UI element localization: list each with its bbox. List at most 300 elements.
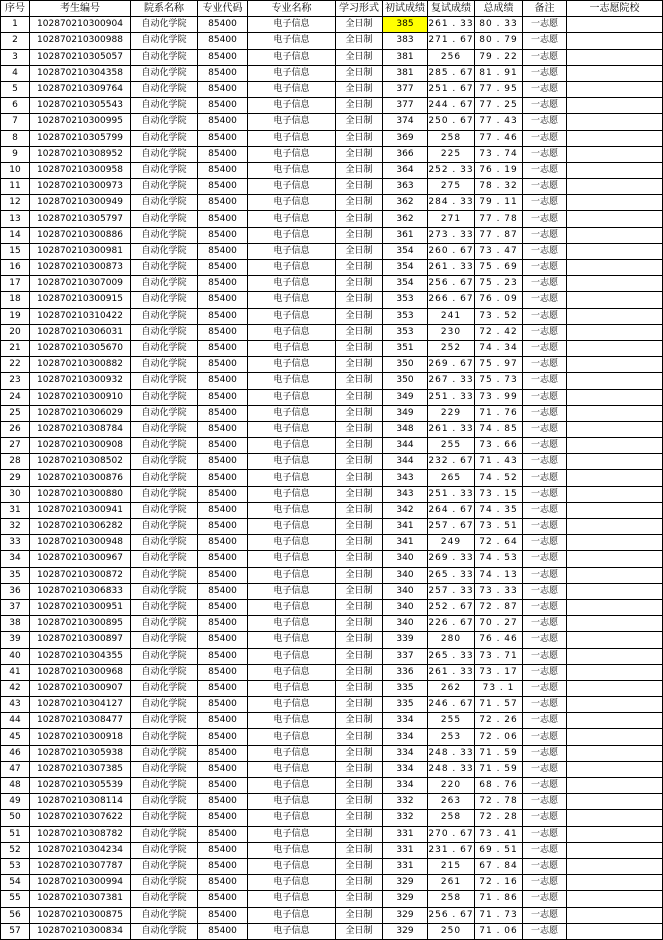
table-row <box>1 65 663 81</box>
cell-study-mode: 全日制 <box>336 680 383 696</box>
table-row <box>1 389 663 405</box>
cell-department: 自动化学院 <box>131 81 198 97</box>
cell-candidate-id: 102870210306833 <box>30 583 131 599</box>
cell-study-mode: 全日制 <box>336 324 383 340</box>
cell-first-choice-school <box>567 389 663 405</box>
cell-study-mode: 全日制 <box>336 664 383 680</box>
cell-major-name: 电子信息 <box>248 680 336 696</box>
cell-major-code: 85400 <box>198 664 248 680</box>
cell-study-mode: 全日制 <box>336 891 383 907</box>
table-row <box>1 211 663 227</box>
table-row <box>1 470 663 486</box>
cell-seq: 2 <box>1 33 30 49</box>
table-row <box>1 114 663 130</box>
table-row <box>1 632 663 648</box>
cell-initial-score: 350 <box>383 373 428 389</box>
table-row <box>1 146 663 162</box>
cell-candidate-id: 102870210308784 <box>30 421 131 437</box>
cell-study-mode: 全日制 <box>336 632 383 648</box>
cell-remark: 一志愿 <box>523 842 567 858</box>
cell-major-code: 85400 <box>198 162 248 178</box>
table-row <box>1 340 663 356</box>
cell-first-choice-school <box>567 502 663 518</box>
cell-department: 自动化学院 <box>131 340 198 356</box>
cell-major-code: 85400 <box>198 842 248 858</box>
cell-seq: 27 <box>1 438 30 454</box>
cell-major-name: 电子信息 <box>248 243 336 259</box>
cell-department: 自动化学院 <box>131 114 198 130</box>
cell-remark: 一志愿 <box>523 551 567 567</box>
cell-total-score: 71 . 59 <box>475 761 523 777</box>
table-row <box>1 179 663 195</box>
cell-major-name: 电子信息 <box>248 357 336 373</box>
cell-seq: 56 <box>1 907 30 923</box>
table-row <box>1 583 663 599</box>
cell-first-choice-school <box>567 81 663 97</box>
cell-seq: 21 <box>1 340 30 356</box>
cell-remark: 一志愿 <box>523 98 567 114</box>
cell-total-score: 79 . 22 <box>475 49 523 65</box>
cell-major-name: 电子信息 <box>248 470 336 486</box>
cell-total-score: 72 . 28 <box>475 810 523 826</box>
table-row <box>1 227 663 243</box>
cell-seq: 48 <box>1 778 30 794</box>
cell-total-score: 73 . 41 <box>475 826 523 842</box>
cell-first-choice-school <box>567 680 663 696</box>
table-row <box>1 195 663 211</box>
cell-major-name: 电子信息 <box>248 648 336 664</box>
table-row <box>1 761 663 777</box>
cell-seq: 9 <box>1 146 30 162</box>
cell-initial-score: 374 <box>383 114 428 130</box>
cell-seq: 11 <box>1 179 30 195</box>
cell-major-name: 电子信息 <box>248 454 336 470</box>
cell-retest-score: 232 . 67 <box>428 454 475 470</box>
cell-department: 自动化学院 <box>131 49 198 65</box>
cell-major-code: 85400 <box>198 519 248 535</box>
cell-study-mode: 全日制 <box>336 162 383 178</box>
cell-study-mode: 全日制 <box>336 616 383 632</box>
cell-major-name: 电子信息 <box>248 664 336 680</box>
cell-retest-score: 264 . 67 <box>428 502 475 518</box>
table-row <box>1 17 663 33</box>
cell-candidate-id: 102870210306029 <box>30 405 131 421</box>
cell-total-score: 80 . 79 <box>475 33 523 49</box>
cell-initial-score: 331 <box>383 826 428 842</box>
cell-initial-score: 336 <box>383 664 428 680</box>
cell-seq: 20 <box>1 324 30 340</box>
cell-candidate-id: 102870210300973 <box>30 179 131 195</box>
cell-major-code: 85400 <box>198 599 248 615</box>
cell-major-name: 电子信息 <box>248 794 336 810</box>
cell-department: 自动化学院 <box>131 276 198 292</box>
cell-remark: 一志愿 <box>523 260 567 276</box>
cell-department: 自动化学院 <box>131 33 198 49</box>
cell-study-mode: 全日制 <box>336 81 383 97</box>
cell-major-name: 电子信息 <box>248 535 336 551</box>
cell-remark: 一志愿 <box>523 599 567 615</box>
cell-department: 自动化学院 <box>131 195 198 211</box>
table-row <box>1 713 663 729</box>
cell-candidate-id: 102870210300915 <box>30 292 131 308</box>
cell-initial-score: 340 <box>383 567 428 583</box>
cell-seq: 1 <box>1 17 30 33</box>
cell-total-score: 72 . 87 <box>475 599 523 615</box>
cell-major-code: 85400 <box>198 535 248 551</box>
cell-total-score: 71 . 73 <box>475 907 523 923</box>
cell-candidate-id: 102870210300895 <box>30 616 131 632</box>
cell-seq: 45 <box>1 729 30 745</box>
table-row <box>1 875 663 891</box>
cell-department: 自动化学院 <box>131 243 198 259</box>
cell-study-mode: 全日制 <box>336 421 383 437</box>
cell-initial-score: 329 <box>383 891 428 907</box>
cell-seq: 25 <box>1 405 30 421</box>
cell-seq: 22 <box>1 357 30 373</box>
cell-study-mode: 全日制 <box>336 729 383 745</box>
cell-major-code: 85400 <box>198 810 248 826</box>
cell-retest-score: 285 . 67 <box>428 65 475 81</box>
cell-initial-score: 332 <box>383 810 428 826</box>
cell-total-score: 77 . 95 <box>475 81 523 97</box>
cell-remark: 一志愿 <box>523 875 567 891</box>
cell-initial-score: 343 <box>383 486 428 502</box>
cell-department: 自动化学院 <box>131 405 198 421</box>
cell-major-code: 85400 <box>198 308 248 324</box>
cell-remark: 一志愿 <box>523 373 567 389</box>
cell-initial-score: 351 <box>383 340 428 356</box>
cell-retest-score: 261 <box>428 875 475 891</box>
cell-department: 自动化学院 <box>131 826 198 842</box>
cell-candidate-id: 102870210308782 <box>30 826 131 842</box>
cell-study-mode: 全日制 <box>336 308 383 324</box>
table-row <box>1 130 663 146</box>
cell-major-name: 电子信息 <box>248 551 336 567</box>
cell-seq: 55 <box>1 891 30 907</box>
table-row <box>1 551 663 567</box>
cell-total-score: 73 . 66 <box>475 438 523 454</box>
cell-department: 自动化学院 <box>131 891 198 907</box>
cell-total-score: 74 . 35 <box>475 502 523 518</box>
cell-major-name: 电子信息 <box>248 33 336 49</box>
cell-seq: 6 <box>1 98 30 114</box>
cell-initial-score: 353 <box>383 324 428 340</box>
table-row <box>1 616 663 632</box>
cell-study-mode: 全日制 <box>336 65 383 81</box>
table-row <box>1 907 663 923</box>
cell-major-name: 电子信息 <box>248 114 336 130</box>
cell-first-choice-school <box>567 761 663 777</box>
cell-retest-score: 255 <box>428 713 475 729</box>
cell-candidate-id: 102870210300904 <box>30 17 131 33</box>
cell-retest-score: 261 . 33 <box>428 664 475 680</box>
cell-initial-score: 331 <box>383 842 428 858</box>
cell-candidate-id: 102870210300918 <box>30 729 131 745</box>
cell-study-mode: 全日制 <box>336 389 383 405</box>
cell-remark: 一志愿 <box>523 761 567 777</box>
cell-remark: 一志愿 <box>523 243 567 259</box>
cell-major-code: 85400 <box>198 49 248 65</box>
cell-candidate-id: 102870210300910 <box>30 389 131 405</box>
cell-major-name: 电子信息 <box>248 195 336 211</box>
cell-total-score: 75 . 69 <box>475 260 523 276</box>
cell-retest-score: 260 . 67 <box>428 243 475 259</box>
cell-first-choice-school <box>567 826 663 842</box>
cell-major-name: 电子信息 <box>248 211 336 227</box>
cell-retest-score: 258 <box>428 130 475 146</box>
cell-major-name: 电子信息 <box>248 761 336 777</box>
cell-retest-score: 284 . 33 <box>428 195 475 211</box>
table-row <box>1 842 663 858</box>
cell-first-choice-school <box>567 486 663 502</box>
table-row <box>1 81 663 97</box>
cell-retest-score: 261 . 33 <box>428 260 475 276</box>
table-row <box>1 260 663 276</box>
cell-candidate-id: 102870210308952 <box>30 146 131 162</box>
table-row <box>1 891 663 907</box>
cell-remark: 一志愿 <box>523 616 567 632</box>
cell-initial-score: 362 <box>383 211 428 227</box>
cell-department: 自动化学院 <box>131 421 198 437</box>
cell-major-code: 85400 <box>198 357 248 373</box>
cell-candidate-id: 102870210300897 <box>30 632 131 648</box>
cell-major-name: 电子信息 <box>248 373 336 389</box>
cell-candidate-id: 102870210308114 <box>30 794 131 810</box>
cell-first-choice-school <box>567 664 663 680</box>
cell-department: 自动化学院 <box>131 632 198 648</box>
cell-study-mode: 全日制 <box>336 33 383 49</box>
cell-study-mode: 全日制 <box>336 648 383 664</box>
cell-seq: 23 <box>1 373 30 389</box>
cell-first-choice-school <box>567 438 663 454</box>
cell-major-code: 85400 <box>198 794 248 810</box>
cell-remark: 一志愿 <box>523 486 567 502</box>
cell-study-mode: 全日制 <box>336 907 383 923</box>
cell-study-mode: 全日制 <box>336 260 383 276</box>
cell-study-mode: 全日制 <box>336 842 383 858</box>
cell-major-name: 电子信息 <box>248 875 336 891</box>
cell-retest-score: 261 . 33 <box>428 17 475 33</box>
cell-seq: 57 <box>1 923 30 939</box>
cell-seq: 44 <box>1 713 30 729</box>
cell-initial-score: 354 <box>383 243 428 259</box>
cell-remark: 一志愿 <box>523 519 567 535</box>
table-row <box>1 680 663 696</box>
cell-department: 自动化学院 <box>131 357 198 373</box>
cell-retest-score: 256 . 67 <box>428 907 475 923</box>
cell-major-code: 85400 <box>198 583 248 599</box>
cell-major-code: 85400 <box>198 713 248 729</box>
cell-first-choice-school <box>567 583 663 599</box>
cell-first-choice-school <box>567 632 663 648</box>
cell-department: 自动化学院 <box>131 454 198 470</box>
cell-major-code: 85400 <box>198 260 248 276</box>
table-row <box>1 599 663 615</box>
cell-department: 自动化学院 <box>131 680 198 696</box>
cell-study-mode: 全日制 <box>336 551 383 567</box>
cell-retest-score: 220 <box>428 778 475 794</box>
cell-major-code: 85400 <box>198 567 248 583</box>
cell-seq: 32 <box>1 519 30 535</box>
cell-major-name: 电子信息 <box>248 421 336 437</box>
cell-major-name: 电子信息 <box>248 486 336 502</box>
cell-candidate-id: 102870210305938 <box>30 745 131 761</box>
cell-study-mode: 全日制 <box>336 292 383 308</box>
cell-seq: 50 <box>1 810 30 826</box>
cell-remark: 一志愿 <box>523 340 567 356</box>
cell-study-mode: 全日制 <box>336 826 383 842</box>
cell-remark: 一志愿 <box>523 211 567 227</box>
cell-major-name: 电子信息 <box>248 292 336 308</box>
cell-first-choice-school <box>567 858 663 874</box>
cell-seq: 54 <box>1 875 30 891</box>
table-row <box>1 567 663 583</box>
cell-candidate-id: 102870210307385 <box>30 761 131 777</box>
cell-seq: 42 <box>1 680 30 696</box>
cell-seq: 18 <box>1 292 30 308</box>
table-row <box>1 292 663 308</box>
cell-candidate-id: 102870210300949 <box>30 195 131 211</box>
cell-retest-score: 226 . 67 <box>428 616 475 632</box>
cell-initial-score: 354 <box>383 276 428 292</box>
cell-remark: 一志愿 <box>523 17 567 33</box>
cell-total-score: 70 . 27 <box>475 616 523 632</box>
cell-major-name: 电子信息 <box>248 130 336 146</box>
cell-retest-score: 265 . 33 <box>428 567 475 583</box>
cell-remark: 一志愿 <box>523 49 567 65</box>
cell-candidate-id: 102870210300932 <box>30 373 131 389</box>
cell-remark: 一志愿 <box>523 664 567 680</box>
cell-retest-score: 270 . 67 <box>428 826 475 842</box>
cell-department: 自动化学院 <box>131 502 198 518</box>
cell-department: 自动化学院 <box>131 648 198 664</box>
cell-first-choice-school <box>567 340 663 356</box>
cell-major-name: 电子信息 <box>248 599 336 615</box>
cell-study-mode: 全日制 <box>336 340 383 356</box>
cell-initial-score: 334 <box>383 745 428 761</box>
cell-major-name: 电子信息 <box>248 49 336 65</box>
cell-department: 自动化学院 <box>131 842 198 858</box>
cell-first-choice-school <box>567 292 663 308</box>
cell-seq: 4 <box>1 65 30 81</box>
cell-first-choice-school <box>567 324 663 340</box>
cell-initial-score: 381 <box>383 65 428 81</box>
cell-first-choice-school <box>567 923 663 939</box>
cell-retest-score: 257 . 67 <box>428 519 475 535</box>
cell-retest-score: 271 <box>428 211 475 227</box>
cell-candidate-id: 102870210300880 <box>30 486 131 502</box>
table-row <box>1 357 663 373</box>
cell-remark: 一志愿 <box>523 146 567 162</box>
cell-major-name: 电子信息 <box>248 502 336 518</box>
cell-candidate-id: 102870210300908 <box>30 438 131 454</box>
cell-department: 自动化学院 <box>131 65 198 81</box>
cell-first-choice-school <box>567 697 663 713</box>
cell-total-score: 73 . 52 <box>475 308 523 324</box>
cell-candidate-id: 102870210304355 <box>30 648 131 664</box>
table-row <box>1 33 663 49</box>
cell-total-score: 71 . 76 <box>475 405 523 421</box>
cell-first-choice-school <box>567 648 663 664</box>
cell-retest-score: 256 <box>428 49 475 65</box>
cell-initial-score: 329 <box>383 923 428 939</box>
cell-retest-score: 225 <box>428 146 475 162</box>
cell-retest-score: 275 <box>428 179 475 195</box>
cell-candidate-id: 102870210300948 <box>30 535 131 551</box>
cell-total-score: 80 . 33 <box>475 17 523 33</box>
cell-remark: 一志愿 <box>523 470 567 486</box>
table-body <box>1 17 663 940</box>
cell-major-code: 85400 <box>198 745 248 761</box>
cell-major-name: 电子信息 <box>248 891 336 907</box>
cell-seq: 3 <box>1 49 30 65</box>
cell-first-choice-school <box>567 373 663 389</box>
table-row <box>1 535 663 551</box>
cell-retest-score: 229 <box>428 405 475 421</box>
cell-candidate-id: 102870210306031 <box>30 324 131 340</box>
cell-major-code: 85400 <box>198 130 248 146</box>
cell-study-mode: 全日制 <box>336 146 383 162</box>
cell-first-choice-school <box>567 794 663 810</box>
cell-total-score: 73 . 74 <box>475 146 523 162</box>
cell-initial-score: 340 <box>383 551 428 567</box>
cell-retest-score: 244 . 67 <box>428 98 475 114</box>
cell-major-name: 电子信息 <box>248 340 336 356</box>
cell-department: 自动化学院 <box>131 130 198 146</box>
cell-department: 自动化学院 <box>131 308 198 324</box>
cell-seq: 35 <box>1 567 30 583</box>
cell-total-score: 73 . 1 <box>475 680 523 696</box>
cell-candidate-id: 102870210305799 <box>30 130 131 146</box>
cell-first-choice-school <box>567 810 663 826</box>
cell-major-name: 电子信息 <box>248 405 336 421</box>
cell-initial-score: 363 <box>383 179 428 195</box>
cell-remark: 一志愿 <box>523 308 567 324</box>
cell-candidate-id: 102870210300981 <box>30 243 131 259</box>
header-department: 院系名称 <box>131 1 198 17</box>
cell-retest-score: 255 <box>428 438 475 454</box>
cell-retest-score: 257 . 33 <box>428 583 475 599</box>
cell-total-score: 71 . 43 <box>475 454 523 470</box>
cell-department: 自动化学院 <box>131 567 198 583</box>
cell-retest-score: 269 . 67 <box>428 357 475 373</box>
cell-seq: 38 <box>1 616 30 632</box>
cell-initial-score: 340 <box>383 583 428 599</box>
cell-retest-score: 251 . 67 <box>428 81 475 97</box>
cell-study-mode: 全日制 <box>336 923 383 939</box>
cell-study-mode: 全日制 <box>336 357 383 373</box>
cell-retest-score: 248 . 33 <box>428 761 475 777</box>
cell-first-choice-school <box>567 114 663 130</box>
cell-initial-score: 334 <box>383 729 428 745</box>
cell-major-code: 85400 <box>198 826 248 842</box>
cell-remark: 一志愿 <box>523 567 567 583</box>
cell-major-code: 85400 <box>198 211 248 227</box>
cell-first-choice-school <box>567 146 663 162</box>
cell-major-code: 85400 <box>198 551 248 567</box>
cell-initial-score: 364 <box>383 162 428 178</box>
cell-candidate-id: 102870210305797 <box>30 211 131 227</box>
cell-study-mode: 全日制 <box>336 130 383 146</box>
cell-first-choice-school <box>567 98 663 114</box>
cell-initial-score: 340 <box>383 599 428 615</box>
cell-candidate-id: 102870210300988 <box>30 33 131 49</box>
cell-candidate-id: 102870210300907 <box>30 680 131 696</box>
cell-first-choice-school <box>567 567 663 583</box>
cell-major-code: 85400 <box>198 405 248 421</box>
cell-retest-score: 248 . 33 <box>428 745 475 761</box>
cell-major-code: 85400 <box>198 179 248 195</box>
